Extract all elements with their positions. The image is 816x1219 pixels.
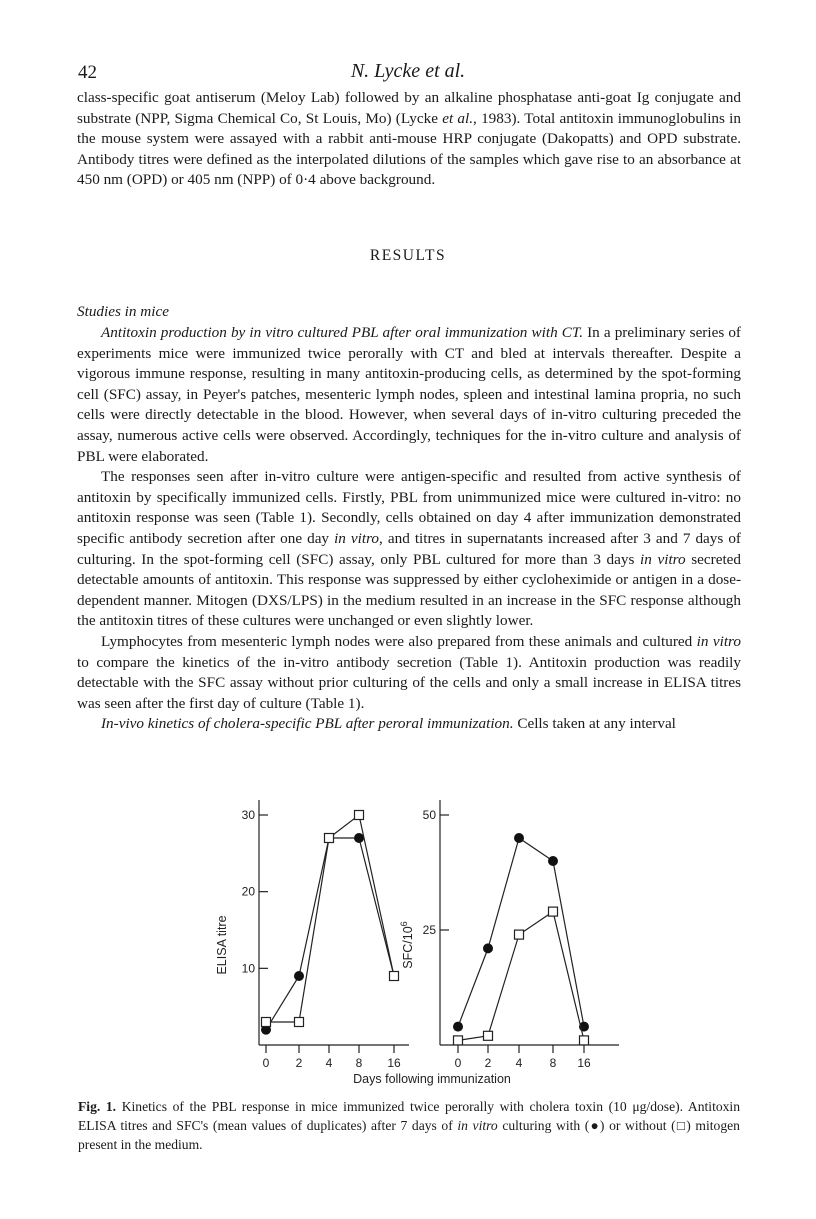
methods-text-2: , 1983). Total antitoxin immunoglobulins in the mouse system were assayed with a rabbit anti-mouse HRP conjugate (Dakopatts) and OPD substrate. Antibody titres were defined as the interpolated dilutions of the samples which gave rise to an absorbance at 450 nm (OPD) or 405 nm (NPP) of 0·4 above background. bbox=[77, 109, 742, 189]
y-tick-label: 25 bbox=[422, 923, 436, 937]
filled-circle-point bbox=[483, 943, 493, 953]
x-tick-label: 16 bbox=[387, 1056, 401, 1070]
methods-etal: et al. bbox=[442, 109, 474, 127]
open-square-point bbox=[355, 811, 364, 820]
page-number: 42 bbox=[78, 62, 97, 83]
filled-circle-point bbox=[453, 1022, 463, 1032]
subsection-title: Studies in mice bbox=[77, 303, 169, 320]
figure-1 bbox=[196, 795, 636, 1090]
paragraph-3-italic: in vitro bbox=[696, 632, 741, 650]
filled-circle-point bbox=[294, 971, 304, 981]
open-square-point bbox=[295, 1018, 304, 1027]
filled-circle-point bbox=[548, 856, 558, 866]
filled-circle-point bbox=[514, 833, 524, 843]
open-square-point bbox=[515, 930, 524, 939]
sfc-panel bbox=[399, 800, 619, 1070]
open-square-point bbox=[549, 907, 558, 916]
open-square-point bbox=[325, 834, 334, 843]
x-tick-label: 16 bbox=[577, 1056, 591, 1070]
methods-paragraph bbox=[77, 88, 741, 191]
x-axis-label: Days following immunization bbox=[353, 1072, 511, 1086]
paragraph-1-heading: Antitoxin production by in vitro cultured PBL after oral immunization with CT. bbox=[101, 324, 584, 341]
paragraph-2-italic-2: in vitro bbox=[640, 550, 686, 568]
x-tick-label: 2 bbox=[484, 1056, 492, 1070]
x-tick-label: 0 bbox=[262, 1056, 270, 1070]
paragraph-3-text-b: to compare the kinetics of the in-vitro antibody secretion (Table 1). Antitoxin production was readily detectable with the SFC assay without prior culturing of the cells and only a small increase in ELISA titres was seen after the first day of culture (Table 1). bbox=[77, 653, 741, 712]
paragraph-2-text-a: The responses seen after in-vitro culture were antigen-specific and resulted from active synthesis of antitoxin by specifically immunized cells. Firstly, PBL from unimmunized mice were cultured in-vitro: no antitoxin response was seen (Table 1). Secondly, cells obtained on day 4 after immunization demonstrated specific antibody secretion after one day bbox=[77, 468, 741, 547]
series-line-with-mitogen bbox=[266, 838, 394, 1030]
results-paragraph-2 bbox=[77, 467, 741, 632]
section-title: RESULTS bbox=[369, 247, 447, 264]
paragraph-2-text-c: secreted detectable amounts of antitoxin. This response was suppressed by either cycloheximide or antigen in a dose-dependent manner. Mitogen (DXS/LPS) in the medium resulted in an increase in the SFC response although the antitoxin titres of these cultures were unchanged or even slightly lower. bbox=[77, 550, 741, 630]
y-tick-label: 20 bbox=[241, 884, 255, 899]
results-paragraph-1 bbox=[77, 323, 741, 467]
results-paragraph-4 bbox=[77, 714, 741, 735]
y-axis-label: ELISA titre bbox=[215, 915, 229, 975]
paragraph-2-text-b: , and titres in supernatants increased after 3 and 7 days of culturing. In the spot-forming cell (SFC) assay, only PBL cultured for more than 3 days bbox=[77, 529, 741, 568]
open-square-point bbox=[454, 1036, 463, 1045]
open-square-point bbox=[262, 1018, 271, 1027]
figure-caption bbox=[78, 1097, 740, 1154]
y-tick-label: 30 bbox=[241, 808, 255, 822]
results-paragraph-3 bbox=[77, 632, 741, 714]
open-square-point bbox=[390, 972, 399, 981]
open-square-point bbox=[484, 1031, 493, 1040]
paragraph-4-text: Cells taken at any interval bbox=[513, 715, 676, 733]
caption-italic: in vitro bbox=[457, 1118, 498, 1133]
x-tick-label: 4 bbox=[515, 1056, 523, 1070]
y-axis-label: SFC/$10^6$ bbox=[399, 921, 415, 969]
results-body bbox=[77, 323, 741, 735]
filled-circle-point bbox=[354, 833, 364, 843]
paragraph-4-heading: In-vivo kinetics of cholera-specific PBL after peroral immunization. bbox=[101, 715, 514, 733]
x-tick-label: 2 bbox=[295, 1056, 303, 1070]
paragraph-3-text-a: Lymphocytes from mesenteric lymph nodes were also prepared from these animals and cultured bbox=[101, 632, 697, 650]
paragraph-1-text: In a preliminary series of experiments mice were immunized twice perorally with CT and bled at intervals thereafter. Despite a vigorous immune response, resulting in many antitoxin-producing cells, as determined by the spot-forming cell (SFC) assay, in Peyer's patches, mesenteric lymph nodes, spleen and intestinal lamina propria, no such cells were directly detectable in the blood. However, when several days of in-vitro culturing preceded the assay, numerous active cells were observed. Accordingly, techniques for the in-vitro culture and analysis of PBL were elaborated. bbox=[77, 324, 741, 465]
y-tick-label: 10 bbox=[241, 961, 255, 976]
caption-text-a: Kinetics of the PBL response in mice immunized twice perorally with cholera toxin (10 μg/dose). Antitoxin ELISA titres and SFC's (mean values of duplicates) after 7 days of bbox=[78, 1099, 741, 1133]
caption-text-b: culturing with (●) or without (□) mitogen present in the medium. bbox=[78, 1118, 740, 1152]
y-tick-label: 50 bbox=[422, 808, 436, 822]
series-line-without-mitogen bbox=[266, 815, 394, 1022]
x-tick-label: 8 bbox=[549, 1056, 557, 1070]
open-square-point bbox=[580, 1036, 589, 1045]
caption-label: Fig. 1. bbox=[78, 1099, 117, 1114]
running-head: N. Lycke et al. bbox=[350, 60, 466, 82]
elisa-panel bbox=[215, 800, 409, 1070]
x-tick-label: 0 bbox=[454, 1056, 462, 1070]
x-tick-label: 8 bbox=[355, 1056, 363, 1070]
methods-text-1: class-specific goat antiserum (Meloy Lab) followed by an alkaline phosphatase anti-goat Ig conjugate and substrate (NPP, Sigma Chemical Co, St Louis, Mo) (Lycke bbox=[77, 89, 741, 127]
y-axis-label-superscript: 6 bbox=[399, 921, 409, 927]
paragraph-2-italic-1: in vitro bbox=[334, 529, 380, 547]
x-tick-label: 4 bbox=[325, 1056, 333, 1070]
